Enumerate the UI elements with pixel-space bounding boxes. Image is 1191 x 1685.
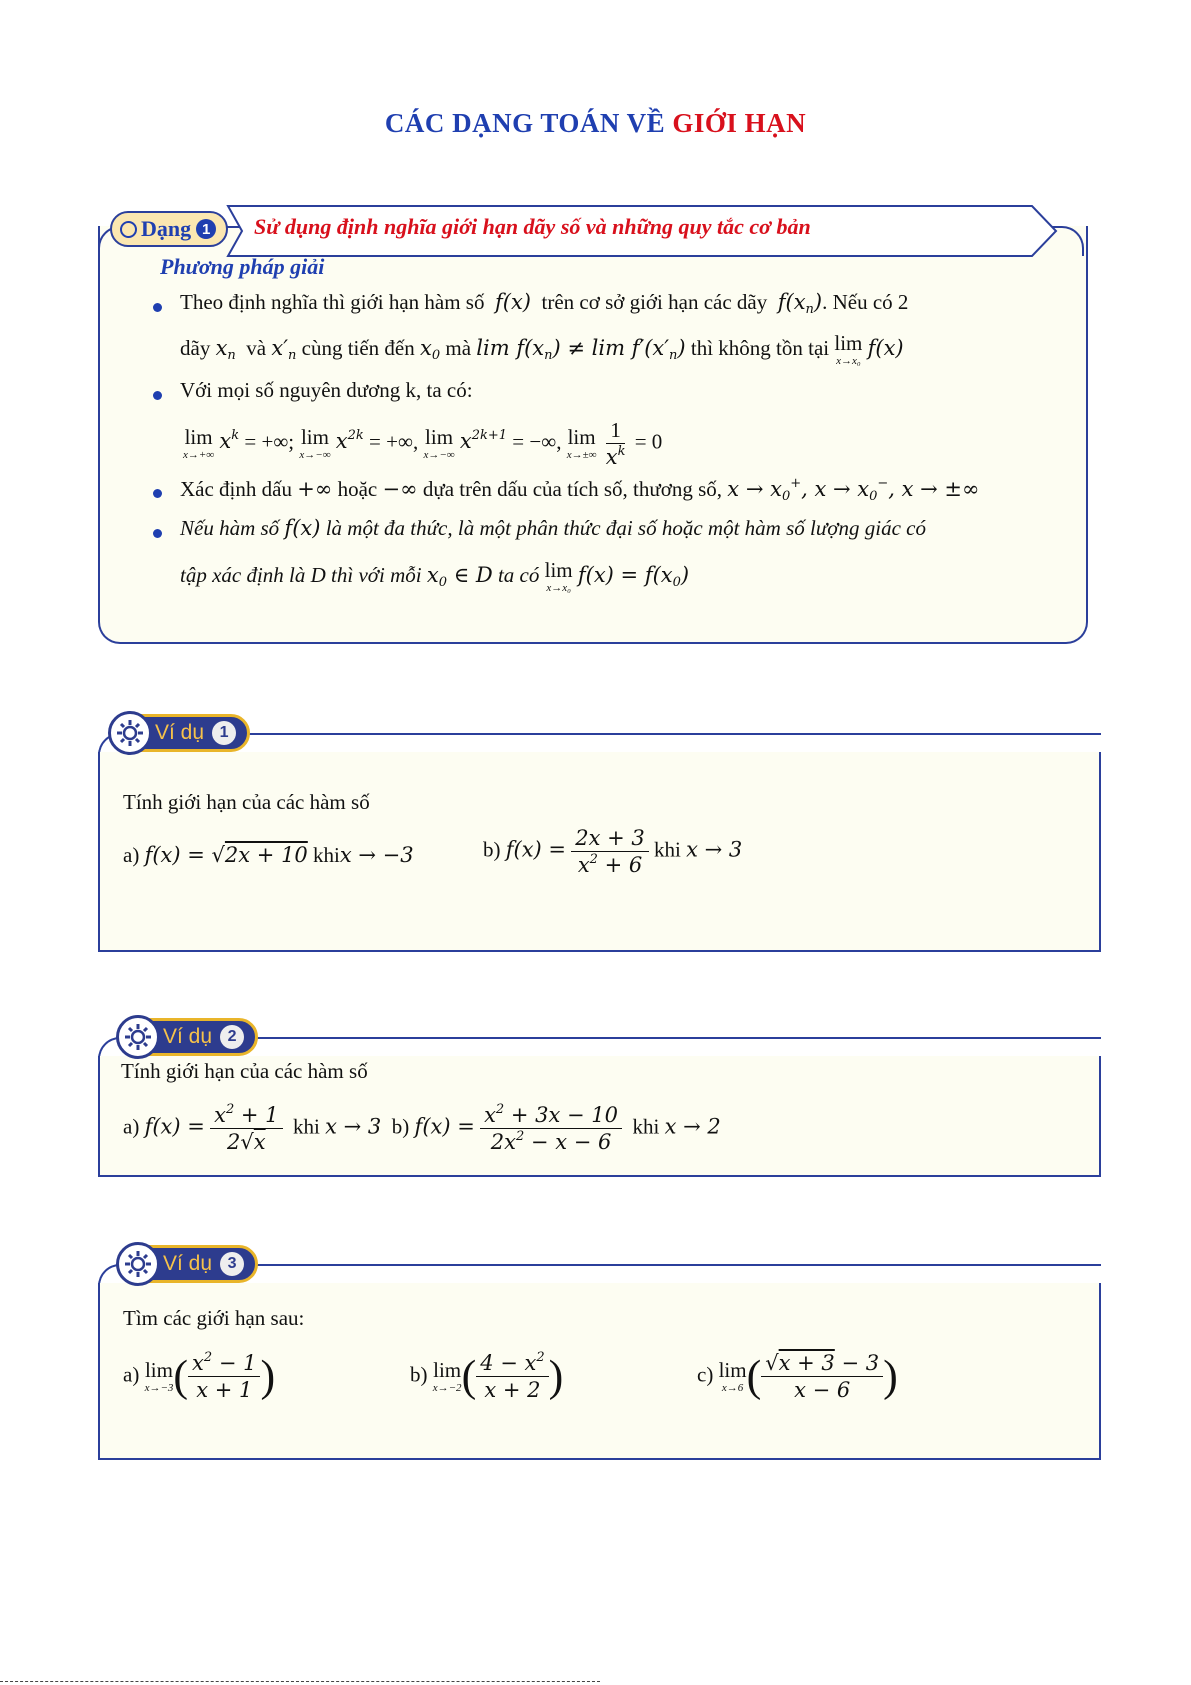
math-lim: lim x→+∞ (183, 424, 215, 461)
math-plus-inf: +∞ (297, 477, 333, 501)
example1-tag-label: Ví dụ (155, 721, 205, 744)
math-expr: f(x) = √2x + 10 (144, 843, 308, 867)
example1-tag-number: 1 (212, 721, 236, 745)
footer-divider (0, 1681, 600, 1683)
math-fxn: $f(x_n)$ (777, 290, 823, 317)
circle-icon (120, 221, 137, 238)
math-lim-neq: $\lim f(x_n) \ne \lim f'(x'_n)$ (476, 335, 686, 363)
math-xn-prime: $x'_n$ (271, 335, 297, 363)
math-fraction: $\frac{√x + 3 - 3}{x - 6}$ (761, 1351, 883, 1402)
example1-part-a (123, 843, 414, 868)
example3-prompt: Tìm các giới hạn sau: (123, 1306, 305, 1330)
math-fraction: $\frac{1}{x^k}$ (605, 418, 626, 470)
math-lim: lim x→±∞ (566, 424, 597, 461)
text-segment: Xác định dấu (180, 477, 292, 501)
text-segment: Nếu hàm số (180, 516, 280, 540)
math-fraction: $\frac{x^2 + 1}{2√x}$ (210, 1103, 282, 1154)
method-tag-number: 1 (196, 219, 216, 239)
text-segment: dựa trên dấu của tích số, thương số, (422, 477, 723, 501)
math-expr: x → 2 (664, 1114, 721, 1139)
math-expr: f(x) = (144, 1114, 205, 1139)
example2-tag-number: 2 (220, 1025, 244, 1049)
example2-tag-label: Ví dụ (163, 1025, 213, 1048)
text-segment: dãy (180, 335, 211, 360)
math-x0: $x_0$ (420, 335, 441, 363)
part-label: a) (123, 1362, 140, 1387)
part-label: a) (123, 1114, 140, 1139)
method-tag-label: Dạng (141, 216, 192, 241)
page-title (0, 108, 1191, 139)
math-lim: lim x→x₀ (834, 331, 863, 367)
part-label: b) (410, 1362, 428, 1387)
math-fraction: $\frac{x^2 - 1}{x + 1}$ (188, 1351, 260, 1402)
bullet-icon (153, 391, 162, 400)
example1-prompt: Tính giới hạn của các hàm số (123, 790, 370, 814)
example3-part-b: b) lim x→−2 ( $\frac{4 - x^2}{x + 2}$ ) (410, 1350, 564, 1403)
math-lim: lim x→−∞ (299, 424, 331, 461)
bullet1-line2 (180, 333, 904, 367)
example3-tag-number: 3 (220, 1252, 244, 1276)
gear-icon (116, 1242, 160, 1286)
math-lim: lim x→−∞ (423, 424, 455, 461)
gear-icon (108, 711, 152, 755)
math-fraction: $\frac{x^2 + 3x - 10}{2x^2 - x - 6}$ (480, 1103, 622, 1154)
method-heading: Phương pháp giải (160, 254, 325, 279)
math-expr: x → −3 (339, 843, 414, 867)
math-xn: $x_n$ (215, 335, 236, 363)
example3-part-c: c) lim x→6 ( $\frac{√x + 3 - 3}{x - 6}$ ) (697, 1351, 898, 1403)
math-lim: lim x→−2 (432, 1357, 462, 1394)
math-lim: lim x→x₀ (544, 558, 573, 594)
text-segment: là một đa thức, là một phân thức đại số hoặc một hàm số lượng giác có (325, 516, 926, 540)
part-label: b) (391, 1114, 410, 1139)
bullet-icon (153, 529, 162, 538)
text-segment: cùng tiến đến (301, 335, 415, 360)
text-segment: khi (654, 837, 681, 862)
math-fx: f(x) (284, 516, 321, 540)
title-part2: GIỚI HẠN (672, 108, 807, 138)
bullet1-line1 (180, 290, 908, 318)
method-tag (110, 211, 228, 247)
text-segment: tập xác định là D thì với mỗi (180, 562, 422, 587)
math-minus-inf: −∞ (382, 477, 418, 501)
text-segment: Theo định nghĩa thì giới hạn hàm số (180, 290, 485, 314)
example3-part-a: a) lim x→−3 ( $\frac{x^2 - 1}{x + 1}$ ) (123, 1350, 276, 1403)
math-expr: f(x) = (414, 1114, 475, 1139)
math-fx: f(x) (867, 335, 904, 360)
example3-tag-label: Ví dụ (163, 1252, 213, 1275)
text-segment: và (246, 335, 267, 360)
math-expr: f(x) = (505, 837, 567, 862)
math-x0-in-D: $x_0$ ∈ D (426, 562, 493, 590)
math-fx: f(x) (494, 290, 531, 314)
math-lim: lim x→−3 (144, 1357, 174, 1394)
text-segment: ta có (497, 562, 540, 587)
part-label: a) (123, 843, 140, 867)
example1-part-b (483, 826, 742, 877)
math-limits-dirs: $x \to x_0^+$, $x \to x_0^-$, x → ±∞ (727, 476, 980, 504)
bullet2-line: Với mọi số nguyên dương k, ta có: (180, 378, 473, 402)
math-expr: x → 3 (325, 1114, 382, 1139)
math-lim: lim x→6 (718, 1357, 747, 1394)
text-segment: khi (293, 1114, 320, 1139)
text-segment: thì không tồn tại (690, 335, 830, 360)
bullet-icon (153, 303, 162, 312)
math-continuity: $f(x) = f(x_0)$ (577, 562, 690, 590)
bullet2-formulas: lim x→+∞ $x^k$ = +∞; lim x→−∞ $x^{2k}$ = +∞, lim x→−∞ $x^{2k+1}$ = −∞, lim x→±∞ $\frac{1}{x^k}$ = 0 (183, 418, 663, 470)
text-segment: khi (632, 1114, 660, 1139)
bullet3-line (180, 476, 980, 505)
example2-parts (123, 1103, 721, 1154)
title-part1: CÁC DẠNG TOÁN VỀ (384, 108, 666, 138)
text-segment: hoặc (337, 477, 378, 501)
bullet4-line2 (180, 560, 689, 594)
text-segment: mà (445, 335, 472, 360)
math-fraction: $\frac{2x + 3}{x^2 + 6}$ (571, 826, 649, 877)
gear-icon (116, 1015, 160, 1059)
math-fraction: $\frac{4 - x^2}{x + 2}$ (476, 1351, 548, 1402)
part-label: b) (483, 837, 501, 862)
part-label: c) (697, 1362, 714, 1387)
bullet4-line1 (180, 516, 926, 541)
text-segment: khi (313, 843, 340, 867)
math-expr: x → 3 (686, 837, 743, 862)
method-banner-title: Sử dụng định nghĩa giới hạn dãy số và những quy tắc cơ bản (254, 214, 811, 239)
bullet-icon (153, 489, 162, 498)
text-segment: . Nếu có 2 (822, 290, 909, 314)
text-segment: trên cơ sở giới hạn các dãy (541, 290, 768, 314)
example2-prompt: Tính giới hạn của các hàm số (121, 1059, 368, 1083)
